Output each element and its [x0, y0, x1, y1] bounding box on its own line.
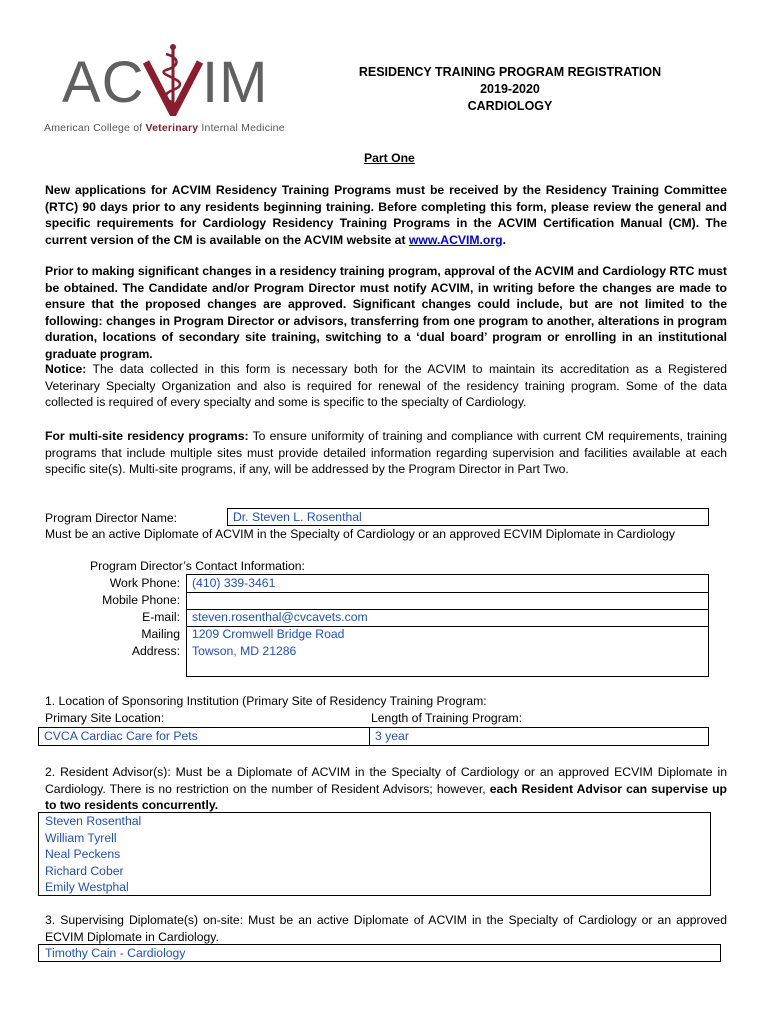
mobile-phone-label: Mobile Phone:	[102, 593, 180, 607]
notice-paragraph	[45, 361, 727, 411]
section2-text	[45, 764, 727, 814]
primary-site-field[interactable]	[39, 728, 370, 745]
logo-word-left: AC	[62, 50, 145, 115]
multisite-label: For multi-site residency programs:	[45, 429, 249, 443]
advisor-item: Neal Peckens	[45, 847, 121, 861]
work-phone-value: (410) 339-3461	[192, 576, 276, 590]
contact-heading: Program Director’s Contact Information:	[90, 559, 305, 573]
title-line-3: CARDIOLOGY	[467, 99, 553, 113]
work-phone-label: Work Phone:	[109, 576, 180, 590]
logo-subtitle-pre: American College of	[44, 122, 143, 134]
address-line-2: Towson, MD 21286	[192, 643, 297, 658]
document-title	[330, 64, 690, 115]
address-line-1: 1209 Cromwell Bridge Road	[192, 627, 345, 641]
resident-advisors-field[interactable]	[38, 812, 711, 896]
length-value: 3 year	[375, 729, 409, 743]
intro-paragraph-1	[45, 182, 727, 248]
advisor-item: Emily Westphal	[45, 880, 129, 894]
intro-paragraph-2: Prior to making significant changes in a residency training program, approval of the ACVIM and Cardiology RTC must be obtained. The Candidate and/or Program Director must notify ACVIM, in writing before the changes are made to ensure that the proposed changes are approved. Significant changes could include, but are not limited to the following: changes in Program Director or advisors, transferring from one program to another, alterations in program duration, locations of secondary site training, switching to a ‘dual board’ program or enrolling in an institutional graduate program.	[45, 264, 727, 361]
logo-subtitle	[44, 120, 285, 137]
email-label: E-mail:	[142, 610, 180, 624]
length-label: Length of Training Program:	[371, 711, 523, 725]
multisite-text: To ensure uniformity of training and compliance with current CM requirements, training programs that include multiple sites must provide detailed information regarding supervision and facilities available at each specific site(s). Multi-site programs, if any, will be addressed by the Program Director in Part Two.	[45, 429, 727, 476]
acvim-website-link[interactable]: www.ACVIM.org	[408, 232, 503, 247]
length-field[interactable]	[370, 728, 708, 745]
mailing-label: Mailing	[141, 627, 180, 641]
program-director-label: Program Director Name:	[45, 511, 178, 525]
notice-label: Notice:	[45, 362, 87, 376]
primary-site-label: Primary Site Location:	[45, 711, 165, 725]
acvim-logo	[44, 44, 294, 136]
program-director-value: Dr. Steven L. Rosenthal	[233, 510, 362, 524]
multisite-paragraph	[45, 428, 727, 478]
section3-text: 3. Supervising Diplomate(s) on-site: Must be an active Diplomate of ACVIM in the Specialty of Cardiology or an approved ECVIM Diplomate in Cardiology.	[45, 913, 727, 944]
title-line-2: 2019-2020	[480, 82, 540, 96]
address-label: Address:	[131, 644, 180, 658]
advisor-item: William Tyrell	[45, 830, 117, 845]
intro-p1-end: .	[502, 232, 506, 247]
intro-p1-text: New applications for ACVIM Residency Training Programs must be received by the Residency Training Committee (RTC) 90 days prior to any residents beginning training. Before completing this form, please review the general and specific requirements for Cardiology Residency Training Programs in the ACVIM Certification Manual (CM). The current version of the CM is available on the ACVIM website at	[45, 183, 727, 247]
section2-body: 2. Resident Advisor(s): Must be a Diplomate of ACVIM in the Specialty of Cardiology or an approved ECVIM Diplomate in Cardiology. There is no restriction on the number of Resident Advisors; however,	[45, 765, 727, 796]
program-director-note: Must be an active Diplomate of ACVIM in the Specialty of Cardiology or an approved ECVIM Diplomate in Cardiology	[45, 527, 675, 541]
work-phone-field[interactable]	[187, 575, 708, 593]
supervising-diplomate-field[interactable]	[38, 944, 721, 962]
title-line-1: RESIDENCY TRAINING PROGRAM REGISTRATION	[358, 65, 662, 79]
logo-subtitle-post: Internal Medicine	[201, 122, 285, 134]
logo-subtitle-bold: Veterinary	[145, 122, 199, 134]
supervising-diplomate-value: Timothy Cain - Cardiology	[45, 946, 186, 960]
program-director-field[interactable]	[227, 508, 709, 526]
section2-bold: each Resident Advisor can supervise up to two residents concurrently.	[45, 781, 727, 812]
mobile-phone-field[interactable]	[187, 592, 708, 610]
email-value: steven.rosenthal@cvcavets.com	[192, 610, 368, 624]
address-field[interactable]	[187, 626, 708, 676]
email-field[interactable]	[187, 609, 708, 627]
caduceus-v-icon	[142, 44, 204, 116]
logo-word-right: IM	[202, 50, 269, 115]
section1-heading: 1. Location of Sponsoring Institution (Primary Site of Residency Training Program:	[45, 694, 487, 708]
notice-text: The data collected in this form is necessary both for the ACVIM to maintain its accreditation as a Registered Veterinary Specialty Organization and also is required for renewal of the residency training program. Some of the data collected is required of every specialty and some is specific to the specialty of Cardiology.	[45, 362, 727, 409]
advisor-item: Richard Cober	[45, 863, 124, 878]
contact-info-box	[186, 574, 709, 677]
advisor-item: Steven Rosenthal	[45, 814, 142, 828]
part-title: Part One	[364, 151, 415, 165]
primary-site-value: CVCA Cardiac Care for Pets	[44, 729, 198, 743]
section1-table	[38, 727, 709, 746]
